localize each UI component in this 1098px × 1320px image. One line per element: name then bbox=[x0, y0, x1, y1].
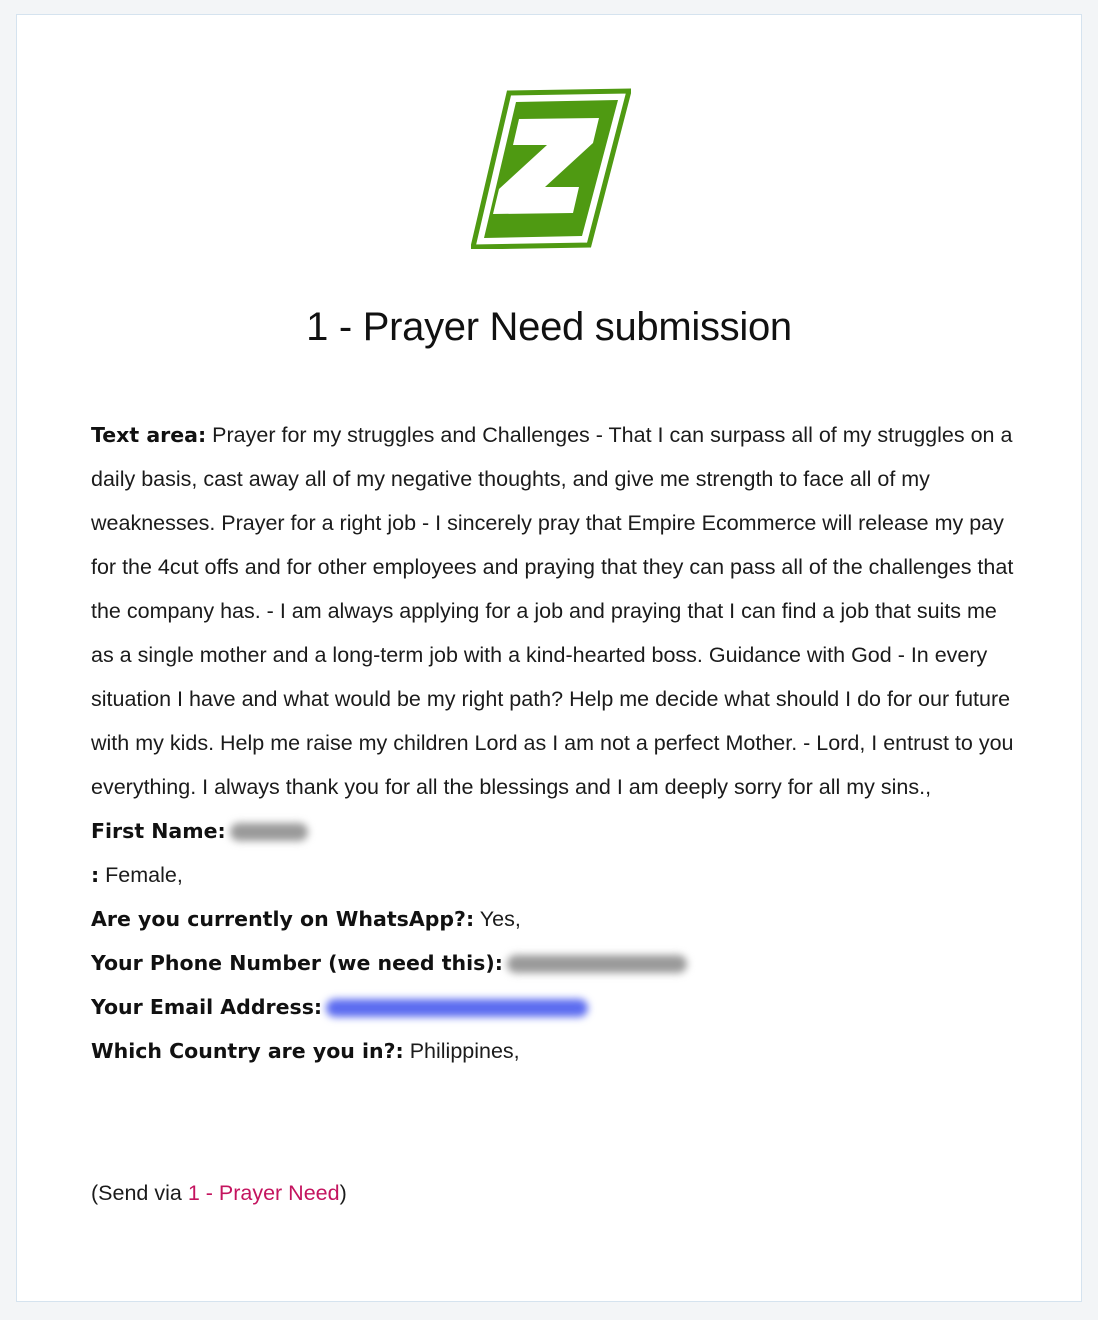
z-logo-icon bbox=[471, 87, 631, 249]
page-title: 1 - Prayer Need submission bbox=[306, 305, 792, 349]
whatsapp-field bbox=[91, 897, 1021, 941]
send-via-footer bbox=[91, 1181, 347, 1206]
prayer-need-link[interactable]: 1 - Prayer Need bbox=[187, 1181, 340, 1205]
text-area-value: Prayer for my struggles and Challenges - That I can surpass all of my struggles on a daily basis, cast away all of my negative thoughts, and give me strength to face all of my weaknesses. Prayer for a right job - I sincerely pray that Empire Ecommerce will release my pay for the 4cut offs and for other employees and praying that they can pass all of the challenges that the company has. - I am always applying for a job and praying that I can find a job that suits me as a single mother and a long-term job with a kind-hearted boss. Guidance with God - In every situation I have and what would be my right path? Help me decide what should I do for our future with my kids. Help me raise my children Lord as I am not a perfect Mother. - Lord, I entrust to you everything. I always thank you for all the blessings and I am deeply sorry for all my sins., bbox=[91, 423, 1014, 799]
whatsapp-value: Yes, bbox=[474, 907, 521, 931]
text-area-label: Text area: bbox=[91, 423, 207, 447]
gender-value: Female, bbox=[99, 863, 183, 887]
email-label: Your Email Address: bbox=[91, 995, 323, 1019]
phone-field bbox=[91, 941, 1021, 985]
email-card bbox=[16, 14, 1082, 1302]
email-field bbox=[91, 985, 1021, 1029]
send-via-suffix: ) bbox=[339, 1181, 347, 1205]
whatsapp-label: Are you currently on WhatsApp?: bbox=[91, 907, 475, 931]
redacted-first-name bbox=[230, 823, 308, 841]
phone-label: Your Phone Number (we need this): bbox=[91, 951, 503, 975]
redacted-email-link[interactable] bbox=[326, 999, 588, 1017]
country-value: Philippines, bbox=[403, 1039, 520, 1063]
redacted-phone bbox=[507, 955, 687, 973]
submission-content bbox=[91, 413, 1021, 1073]
text-area-field bbox=[91, 413, 1021, 809]
first-name-field bbox=[91, 809, 1021, 853]
first-name-label: First Name: bbox=[91, 819, 226, 843]
gender-field bbox=[91, 853, 1021, 897]
gender-label: : bbox=[91, 863, 100, 887]
country-label: Which Country are you in?: bbox=[91, 1039, 404, 1063]
country-field bbox=[91, 1029, 1021, 1073]
send-via-prefix: (Send via bbox=[91, 1181, 188, 1205]
